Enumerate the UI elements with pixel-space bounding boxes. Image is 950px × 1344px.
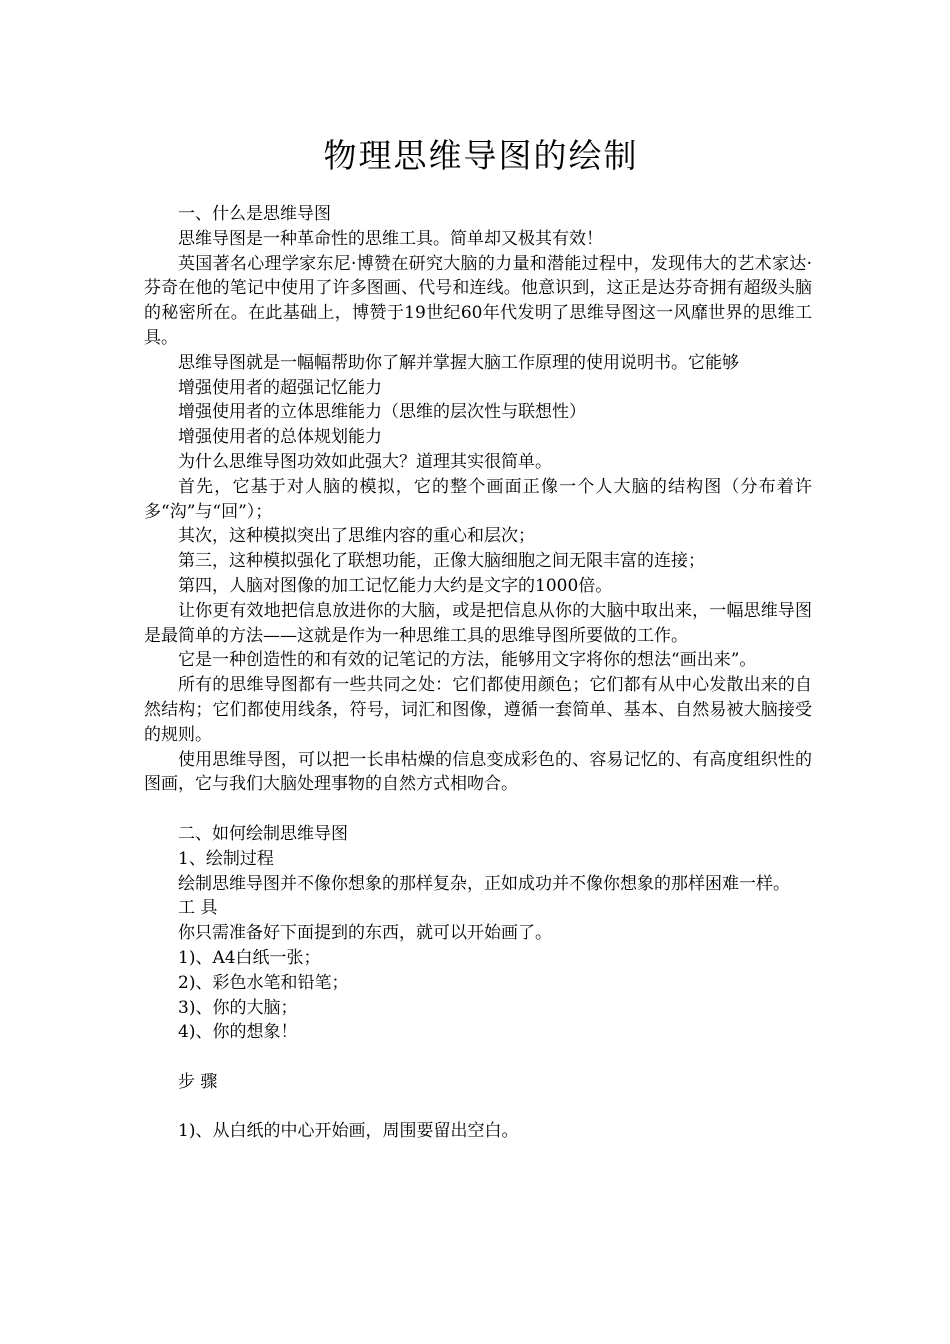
tools-heading: 工 具 xyxy=(178,898,218,919)
subsection-heading: 1、绘制过程 xyxy=(178,848,274,869)
paragraph: 思维导图是一种革命性的思维工具。简单却又极其有效！ xyxy=(178,228,603,249)
list-item: 增强使用者的超强记忆能力 xyxy=(178,377,382,398)
paragraph: 第三，这种模拟强化了联想功能，正像大脑细胞之间无限丰富的连接； xyxy=(178,551,705,572)
paragraph: 英国著名心理学家东尼·博赞在研究大脑的力量和潜能过程中，发现伟大的艺术家达·芬奇在他的笔记中使用了许多图画、代号和连线。他意识到，这正是达芬奇拥有超级头脑的秘密所在。在此基础上，博赞于19世纪60年代发明了思维导图这一风靡世界的思维工具。 xyxy=(144,253,812,348)
paragraph: 你只需准备好下面提到的东西，就可以开始画了。 xyxy=(178,923,552,944)
list-item: 增强使用者的总体规划能力 xyxy=(178,427,382,448)
list-item: 3)、你的大脑； xyxy=(178,997,298,1018)
section-heading-1: 一、什么是思维导图 xyxy=(178,204,331,224)
paragraph: 它是一种创造性的和有效的记笔记的方法，能够用文字将你的想法“画出来”。 xyxy=(178,650,757,671)
paragraph: 其次，这种模拟突出了思维内容的重心和层次； xyxy=(178,526,535,547)
list-item: 4)、你的想象！ xyxy=(178,1022,298,1043)
document-body xyxy=(144,202,812,1144)
paragraph: 第四，人脑对图像的加工记忆能力大约是文字的1000倍。 xyxy=(178,575,613,596)
blank-line xyxy=(144,1045,812,1070)
document-title: 物理思维导图的绘制 xyxy=(323,136,639,175)
paragraph: 使用思维导图，可以把一长串枯燥的信息变成彩色的、容易记忆的、有高度组织性的图画，它与我们大脑处理事物的自然方式相吻合。 xyxy=(144,749,812,795)
paragraph: 思维导图就是一幅幅帮助你了解并掌握大脑工作原理的使用说明书。它能够 xyxy=(178,352,739,373)
document-page xyxy=(144,120,812,1144)
paragraph: 让你更有效地把信息放进你的大脑，或是把信息从你的大脑中取出来，一幅思维导图是最简单的方法——这就是作为一种思维工具的思维导图所要做的工作。 xyxy=(144,600,812,646)
paragraph: 绘制思维导图并不像你想象的那样复杂，正如成功并不像你想象的那样困难一样。 xyxy=(178,873,790,894)
paragraph: 首先，它基于对人脑的模拟，它的整个画面正像一个人大脑的结构图（分布着许多“沟”与“回”）； xyxy=(144,476,812,522)
paragraph: 所有的思维导图都有一些共同之处：它们都使用颜色；它们都有从中心发散出来的自然结构；它们都使用线条，符号，词汇和图像，遵循一套简单、基本、自然易被大脑接受的规则。 xyxy=(144,675,812,745)
list-item: 增强使用者的立体思维能力（思维的层次性与联想性） xyxy=(178,402,586,423)
section-heading-2: 二、如何绘制思维导图 xyxy=(178,823,348,844)
blank-line xyxy=(144,797,812,822)
list-item: 2)、彩色水笔和铅笔； xyxy=(178,972,349,993)
paragraph: 为什么思维导图功效如此强大？道理其实很简单。 xyxy=(178,451,552,472)
steps-heading: 步 骤 xyxy=(178,1071,218,1092)
list-item: 1)、A4白纸一张； xyxy=(178,947,321,968)
blank-line xyxy=(144,1095,812,1120)
list-item: 1)、从白纸的中心开始画，周围要留出空白。 xyxy=(178,1121,519,1142)
